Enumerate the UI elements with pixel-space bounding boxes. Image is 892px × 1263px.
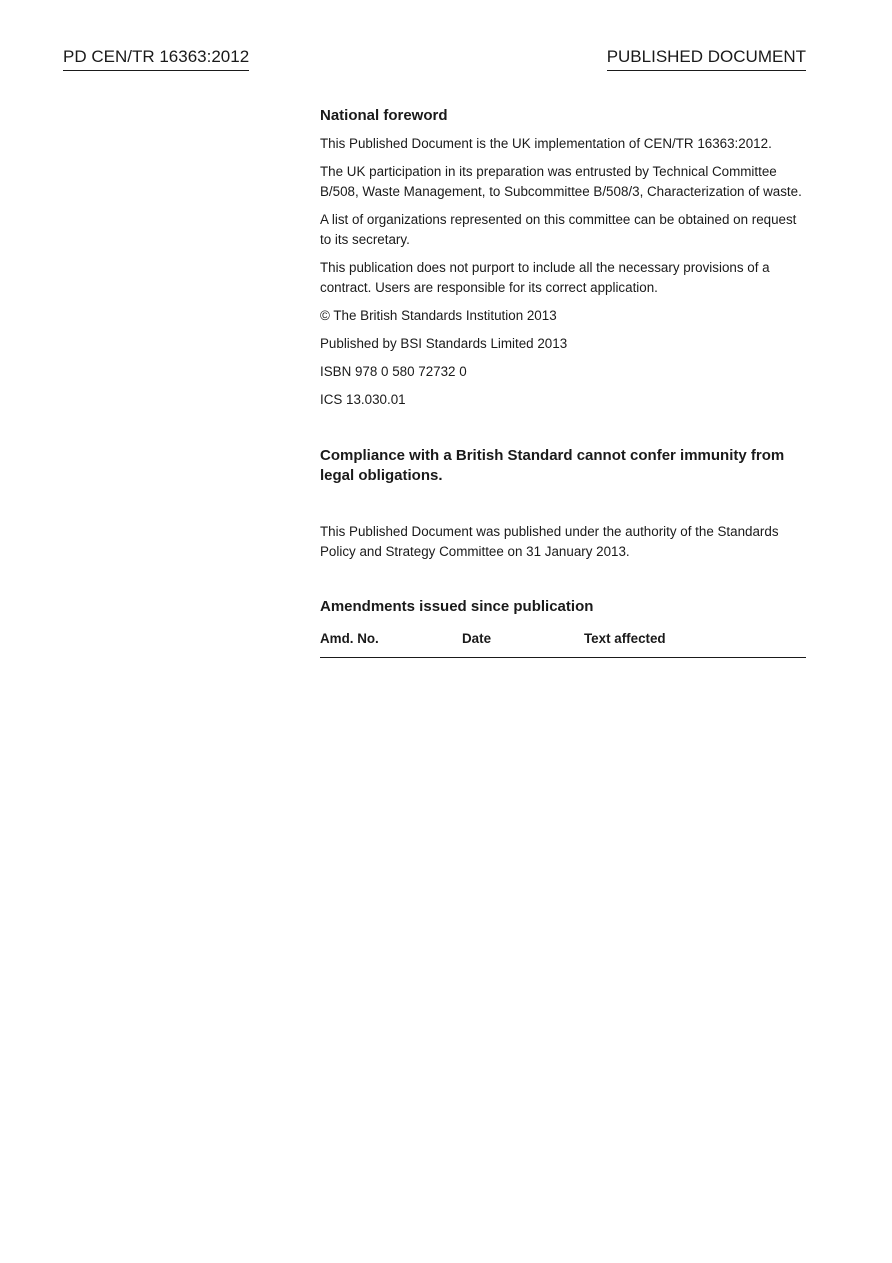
amendments-table-header (320, 629, 806, 658)
foreword-title: National foreword (320, 107, 448, 124)
foreword-paragraph: This publication does not purport to include all the necessary provisions of a contract. Users are responsible for its correct application. (320, 260, 770, 295)
foreword-paragraph: The UK participation in its preparation was entrusted by Technical Committee B/508, Waste Management, to Subcommittee B/508/3, Characterization of waste. (320, 164, 802, 199)
column-header-amd-no: Amd. No. (320, 631, 379, 646)
compliance-statement: Compliance with a British Standard cannot confer immunity from legal obligations. (320, 447, 785, 484)
page-header (63, 46, 806, 72)
foreword-paragraph: This Published Document is the UK implementation of CEN/TR 16363:2012. (320, 136, 772, 151)
main-content (320, 106, 806, 658)
authority-statement: This Published Document was published under the authority of the Standards Policy and Strategy Committee on 31 January 2013. (320, 524, 779, 559)
publisher-line: Published by BSI Standards Limited 2013 (320, 336, 568, 351)
isbn-line: ISBN 978 0 580 72732 0 (320, 364, 467, 379)
amendments-title: Amendments issued since publication (320, 598, 594, 615)
foreword-paragraph: A list of organizations represented on this committee can be obtained on request to its secretary. (320, 212, 797, 247)
column-header-text-affected: Text affected (584, 631, 666, 646)
document-code: PD CEN/TR 16363:2012 (63, 46, 249, 71)
document-type: PUBLISHED DOCUMENT (607, 46, 806, 71)
column-header-date: Date (462, 631, 492, 646)
ics-line: ICS 13.030.01 (320, 392, 406, 407)
copyright-line: © The British Standards Institution 2013 (320, 308, 557, 323)
